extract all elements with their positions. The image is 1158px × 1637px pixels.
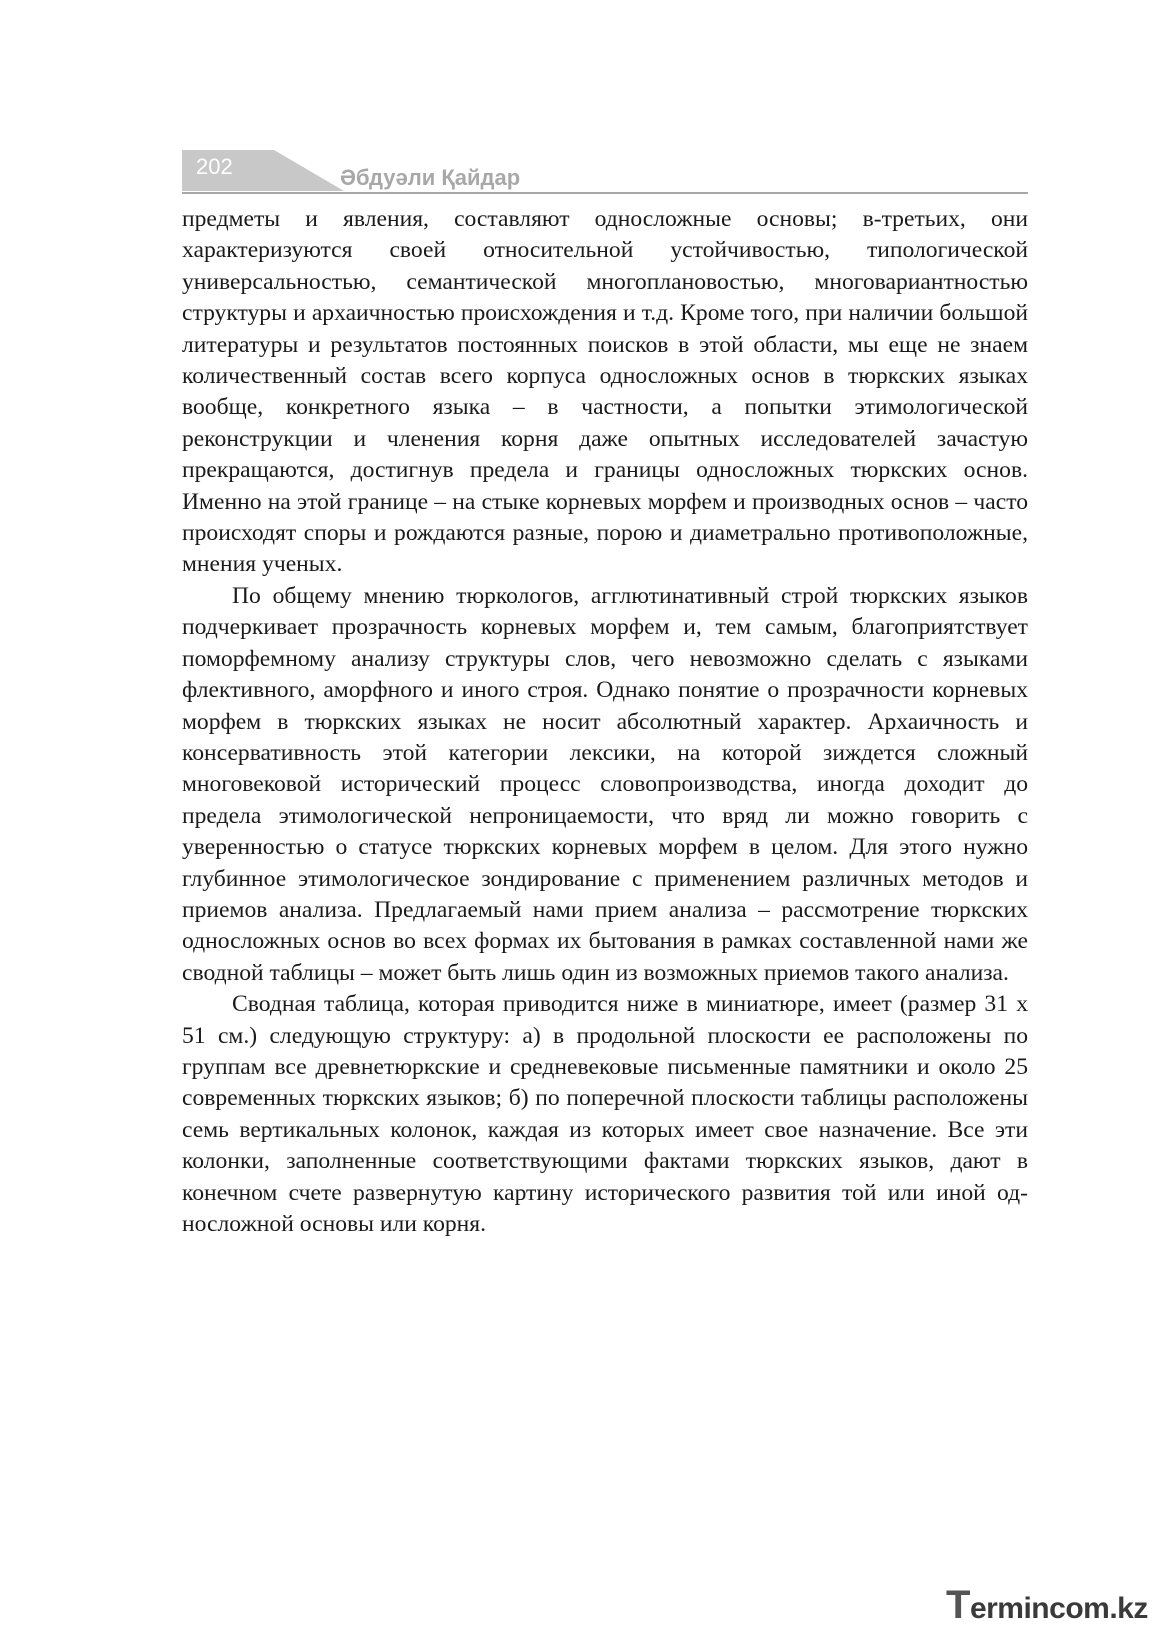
site-watermark-logo [946, 1585, 1148, 1625]
paragraph-1: предметы и явления, составляют односложные основы; в-третьих, они характеризуются своей относительной устойчивостью, типологической универсальностью, семантической многоплановостью, многовариантностью структуры и архаичностью происхождения и т.д. Кроме того, при наличии большой литературы и результатов постоянных поисков в этой области, мы еще не знаем количественный состав всего корпуса односложных основ в тюркских языках вообще, конкретного языка – в частности, а попытки этимологической реконструкции и членения корня даже опытных исследователей зачастую прекращаются, достигнув предела и границы односложных тюркских основ. Именно на этой границе – на стыке корневых морфем и производных основ – часто происходят споры и рождаются разные, порою и диаметрально противоположные, мнения ученых. [182, 206, 1028, 578]
paragraph-3: Сводная таблица, которая приводится ниже в миниатюре, имеет (размер 31 х 51 см.) следующую структуру: а) в продольной плоскости ее расположены по группам все древнетюркские и средневековые письменные памятники и около 25 современных тюркских языков; б) по поперечной плоскости таблицы расположены семь вертикальных колонок, каждая из которых имеет свое назначение. Все эти колонки, заполненные соответствующими фактами тюркских языков, дают в конечном счете развернутую картину исторического развития той или иной односложной основы или корня. [182, 991, 1028, 1237]
running-header-author: Әбдуәли Қайдар [340, 165, 521, 190]
page-number: 202 [196, 154, 233, 179]
paragraph-2: По общему мнению тюркологов, агглютинативный строй тюркских языков подчеркивает прозрачность корневых морфем и, тем самым, благоприятствует поморфемному анализу структуры слов, чего невозможно сделать с языками флективного, аморфного и иного строя. Однако понятие о прозрачности корневых морфем в тюркских языках не носит абсолютный характер. Архаичность и консервативность этой категории лексики, на которой зиждется сложный многовековой исторический процесс словопроизводства, иногда доходит до предела этимологической непроницаемости, что вряд ли можно говорить с уверенностью о статусе тюркских корневых морфем в целом. Для этого нужно глубинное этимологическое зондирование с применением различных методов и приемов анализа. Предлагаемый нами прием анализа – рассмотрение тюркских односложных основ во всех формах их бытования в рамках составленной нами же сводной таблицы – может быть лишь один из возможных приемов такого анализа. [182, 582, 1028, 986]
page-number-tab-arrow [274, 150, 344, 191]
page-header [182, 150, 1028, 196]
watermark-initial: T [946, 1583, 970, 1627]
page-body [182, 204, 1028, 1240]
header-divider [182, 192, 1028, 194]
watermark-text: ermincom.kz [969, 1592, 1148, 1625]
